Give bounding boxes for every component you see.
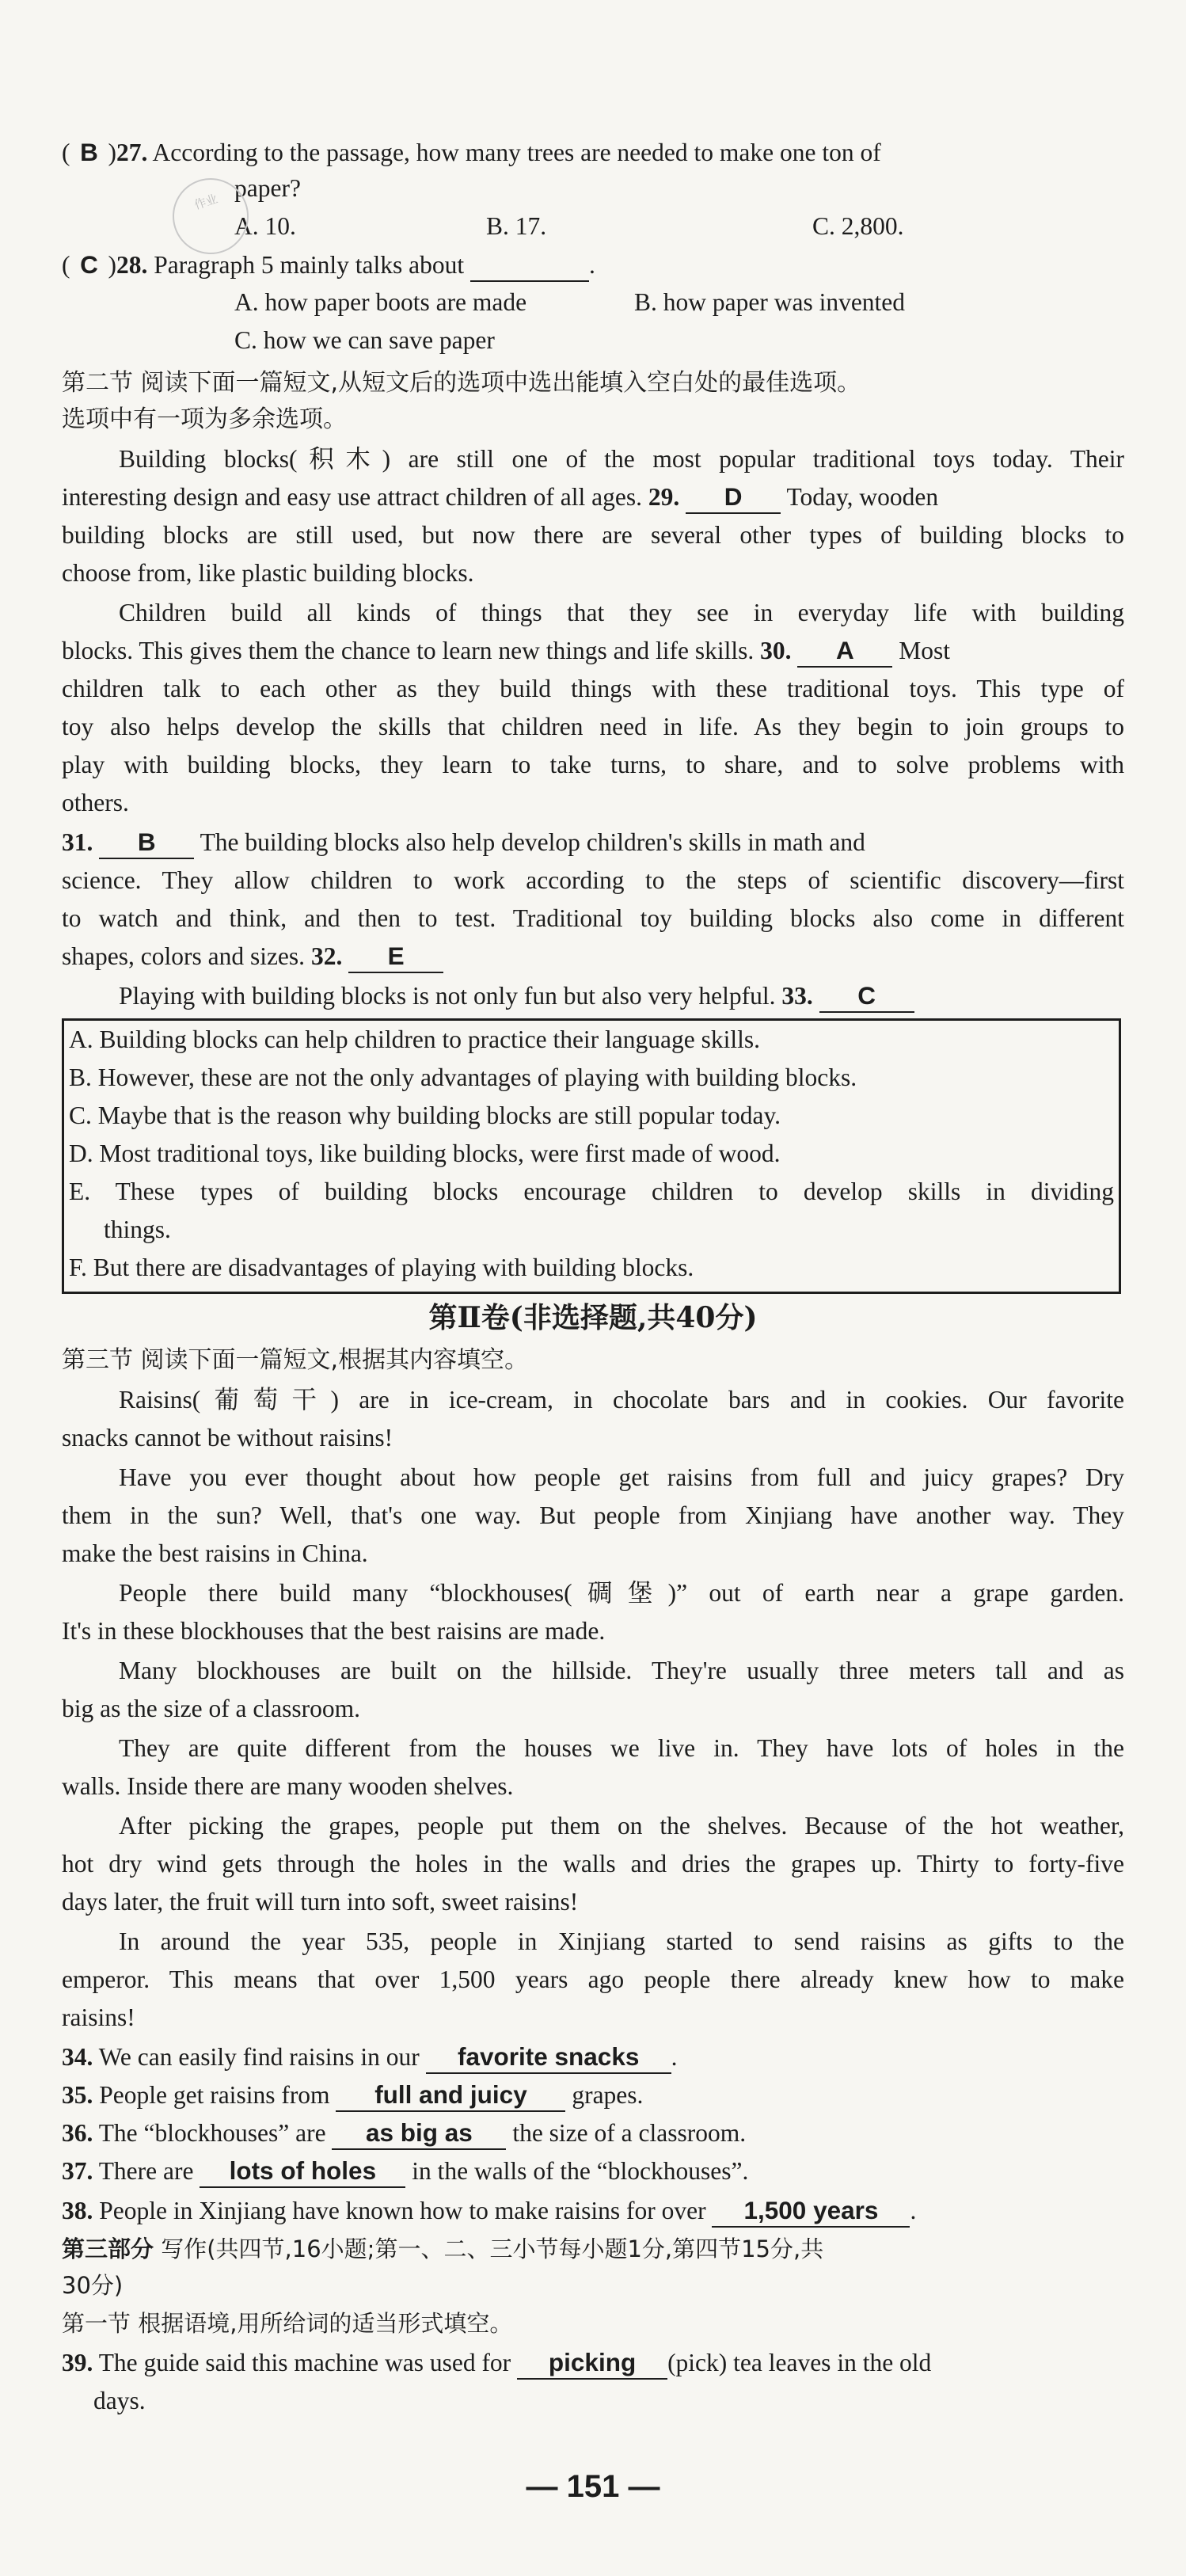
passage-2-line: building blocks are still used, but now there are several other types of building blocks to (62, 521, 1124, 549)
passage-2-line: Building blocks(积木) are still one of the most popular traditional toys today. Their (119, 445, 1124, 473)
option-d: D. Most traditional toys, like building blocks, were first made of wood. (69, 1140, 781, 1167)
passage-3-line: Many blockhouses are built on the hillside. They're usually three meters tall and as (119, 1657, 1124, 1684)
part-3-title: 第三部分 写作(共四节,16小题;第一、二、三小节每小题1分,第四节15分,共 (62, 2235, 824, 2262)
passage-2-line: children talk to each other as they build things with these traditional toys. This type of (62, 675, 1124, 702)
passage-3-line: make the best raisins in China. (62, 1539, 368, 1567)
options-box (62, 1018, 1121, 1294)
question-28-option-c: C. how we can save paper (234, 326, 495, 354)
answer-32: E (348, 940, 443, 973)
answer-29: D (686, 481, 781, 514)
answer-34: favorite snacks (426, 2041, 671, 2074)
question-28-options-ab: A. how paper boots are made B. how paper was invented (234, 288, 906, 316)
question-27: ( B )27. According to the passage, how many trees are needed to make one ton of (62, 133, 1124, 172)
question-39: 39. The guide said this machine was used for picking (pick) tea leaves in the old (62, 2344, 1124, 2382)
option-f: F. But there are disadvantages of playing with building blocks. (69, 1254, 694, 1281)
passage-2-line: play with building blocks, they learn to take turns, to share, and to solve problems with (62, 751, 1124, 778)
passage-2-line: interesting design and easy use attract children of all ages. 29. D Today, wooden (62, 478, 1124, 516)
option-e: E. These types of building blocks encourage children to develop skills in dividing (69, 1178, 1114, 1205)
answer-36: as big as (332, 2117, 506, 2150)
passage-2-line: science. They allow children to work according to the steps of scientific discovery—first (62, 866, 1124, 894)
passage-3-line: snacks cannot be without raisins! (62, 1424, 393, 1452)
passage-3-line: walls. Inside there are many wooden shelves. (62, 1772, 514, 1800)
page-number: — 151 — (526, 2469, 660, 2504)
answer-27: B (80, 138, 98, 166)
option-c: C. Maybe that is the reason why building blocks are still popular today. (69, 1102, 781, 1129)
answer-28: C (80, 250, 98, 279)
question-28: ( C )28. Paragraph 5 mainly talks about . (62, 245, 1124, 284)
section-2-title: 第二节 阅读下面一篇短文,从短文后的选项中选出能填入空白处的最佳选项。 (62, 369, 861, 397)
section-2-title-cont: 选项中有一项为多余选项。 (62, 405, 347, 433)
passage-3-line: After picking the grapes, people put them on the shelves. Because of the hot weather, (119, 1812, 1124, 1840)
answer-31: B (99, 826, 194, 859)
passage-2-line: 31. B The building blocks also help develop children's skills in math and (62, 824, 1124, 862)
passage-3-line: emperor. This means that over 1,500 years ago people there already knew how to make (62, 1965, 1124, 1993)
question-27-stem-cont: paper? (234, 174, 301, 202)
passage-2-line: others. (62, 789, 129, 816)
passage-2-line: blocks. This gives them the chance to learn new things and life skills. 30. A Most (62, 632, 1124, 670)
answer-37: lots of holes (200, 2155, 405, 2188)
option-b: B. However, these are not the only advantages of playing with building blocks. (69, 1064, 857, 1091)
question-37: 37. There are lots of holes in the walls of the “blockhouses”. (62, 2152, 1124, 2190)
part-3-title-cont: 30分) (62, 2272, 124, 2299)
answer-33: C (819, 980, 914, 1013)
passage-3-line: raisins! (62, 2003, 135, 2031)
homework-stamp: 作业 (163, 169, 259, 264)
passage-3-line: big as the size of a classroom. (62, 1695, 361, 1722)
passage-3-line: them in the sun? Well, that's one way. But people from Xinjiang have another way. They (62, 1501, 1124, 1529)
passage-3-line: In around the year 535, people in Xinjiang started to send raisins as gifts to the (119, 1927, 1124, 1955)
part-2-title: 第Ⅱ卷(非选择题,共40分) (428, 1301, 758, 1334)
answer-30: A (797, 634, 892, 668)
question-35: 35. People get raisins from full and juicy grapes. (62, 2076, 1124, 2114)
option-a: A. Building blocks can help children to practice their language skills. (69, 1025, 761, 1053)
question-34: 34. We can easily find raisins in our favorite snacks . (62, 2038, 1124, 2076)
question-36: 36. The “blockhouses” are as big as the size of a classroom. (62, 2114, 1124, 2152)
option-e-cont: things. (104, 1216, 171, 1243)
passage-2-line: choose from, like plastic building blocks. (62, 559, 474, 587)
passage-2-line: Children build all kinds of things that they see in everyday life with building (119, 599, 1124, 626)
answer-35: full and juicy (336, 2079, 565, 2112)
blank-28 (470, 249, 589, 282)
passage-3-line: hot dry wind gets through the holes in the walls and dries the grapes up. Thirty to forty-five (62, 1850, 1124, 1878)
passage-2-line: shapes, colors and sizes. 32. E (62, 938, 1124, 976)
answer-39: picking (517, 2346, 667, 2380)
passage-3-line: days later, the fruit will turn into soft, sweet raisins! (62, 1888, 579, 1916)
passage-3-line: They are quite different from the houses we live in. They have lots of holes in the (119, 1734, 1124, 1762)
writing-section-1-title: 第一节 根据语境,用所给词的适当形式填空。 (62, 2310, 513, 2337)
section-3-title: 第三节 阅读下面一篇短文,根据其内容填空。 (62, 1346, 529, 1374)
passage-2-line: to watch and think, and then to test. Traditional toy building blocks also come in different (62, 904, 1124, 932)
passage-3-line: Raisins(葡萄干) are in ice-cream, in chocolate bars and in cookies. Our favorite (119, 1386, 1124, 1414)
passage-2-line: toy also helps develop the skills that children need in life. As they begin to join groups to (62, 713, 1124, 740)
question-27-options: A. 10. B. 17. C. 2,800. (234, 212, 904, 240)
passage-3-line: It's in these blockhouses that the best raisins are made. (62, 1617, 606, 1645)
answer-38: 1,500 years (712, 2194, 910, 2228)
question-38: 38. People in Xinjiang have known how to make raisins for over 1,500 years . (62, 2192, 1124, 2230)
question-39-cont: days. (93, 2387, 146, 2414)
passage-3-line: People there build many “blockhouses(碉堡)” out of earth near a grape garden. (119, 1579, 1124, 1607)
passage-2-line: Playing with building blocks is not only fun but also very helpful. 33. C (62, 977, 1124, 1015)
passage-3-line: Have you ever thought about how people get raisins from full and juicy grapes? Dry (119, 1463, 1124, 1491)
